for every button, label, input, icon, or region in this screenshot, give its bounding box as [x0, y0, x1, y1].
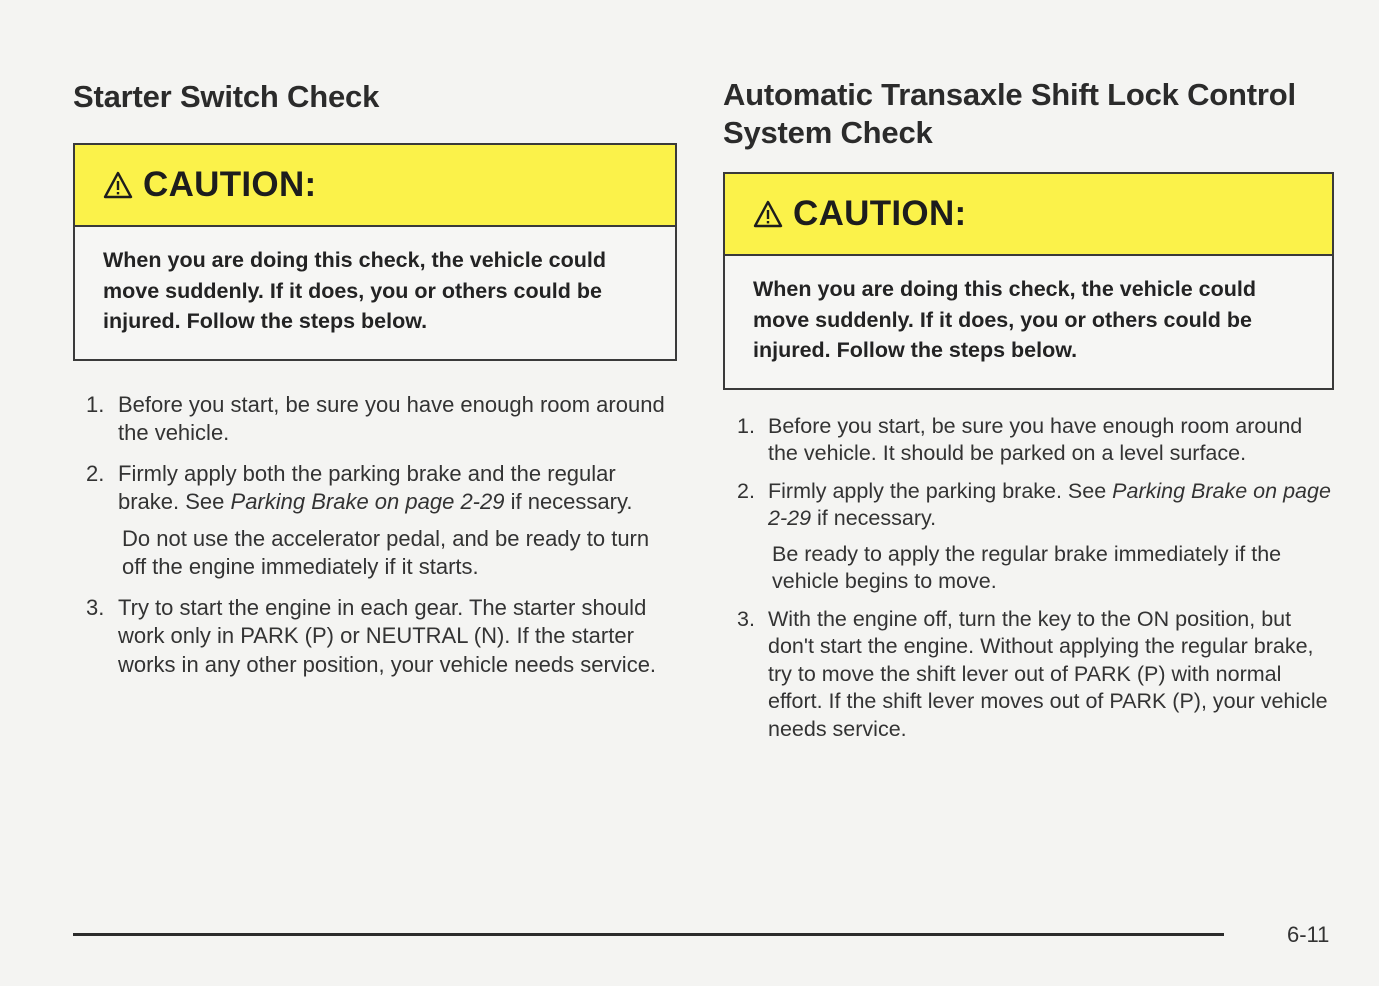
list-item [723, 413, 1334, 468]
list-item [723, 606, 1334, 744]
step-text: Before you start, be sure you have enough room around the vehicle. [118, 391, 665, 445]
step-text: Firmly apply both the parking brake and the regular brake. See [118, 460, 616, 514]
list-item [73, 594, 677, 680]
section-heading: Automatic Transaxle Shift Lock Control System Check [723, 77, 1296, 150]
step-number: 1. [86, 391, 105, 417]
caution-text: When you are doing this check, the vehicle could move suddenly. If it does, you or others could be injured. Follow the steps below. [753, 277, 1256, 362]
step-number: 1. [737, 413, 755, 438]
step-text: Firmly apply the parking brake. See [768, 478, 1113, 503]
starter-switch-section [73, 78, 677, 679]
step-number: 2. [737, 478, 755, 503]
step-sub-paragraph: Do not use the accelerator pedal, and be ready to turn off the engine immediately if it starts. [122, 525, 650, 579]
steps-list [73, 391, 677, 680]
step-number: 3. [86, 594, 105, 620]
caution-header [725, 174, 1332, 256]
caution-label: CAUTION: [793, 194, 967, 233]
step-text: Try to start the engine in each gear. The starter should work only in PARK (P) or NEUTRAL (N). If the starter works in any other position, your vehicle needs service. [118, 594, 657, 677]
steps-list [723, 413, 1334, 744]
caution-text: When you are doing this check, the vehicle could move suddenly. If it does, you or others could be injured. Follow the steps below. [103, 248, 606, 333]
warning-triangle-icon [753, 200, 783, 228]
step-text: Before you start, be sure you have enough room around the vehicle. It should be parked on a level surface. [768, 413, 1303, 465]
step-number: 2. [86, 460, 105, 486]
warning-triangle-icon [103, 171, 133, 199]
step-text: With the engine off, turn the key to the ON position, but don't start the engine. Without applying the regular brake, try to move the shift lever out of PARK (P) with normal effort. If the shift lever moves out of PARK (P), your vehicle needs service. [768, 606, 1328, 741]
caution-box [73, 143, 677, 361]
step-number: 3. [737, 606, 755, 631]
list-item [73, 460, 677, 582]
list-item [73, 391, 677, 448]
step-text-tail: if necessary. [504, 489, 633, 514]
caution-box [723, 172, 1334, 390]
shift-lock-section [723, 76, 1334, 743]
footer-divider [73, 933, 1224, 936]
section-heading: Starter Switch Check [73, 79, 380, 114]
step-sub-paragraph: Be ready to apply the regular brake immediately if the vehicle begins to move. [772, 541, 1282, 593]
list-item [723, 478, 1334, 596]
cross-reference: Parking Brake on page 2-29 [768, 478, 1331, 530]
caution-header [75, 145, 675, 227]
page-number: 6-11 [1287, 922, 1330, 947]
caution-label: CAUTION: [143, 165, 317, 204]
step-text-tail: if necessary. [811, 506, 937, 530]
cross-reference: Parking Brake on page 2-29 [230, 489, 505, 514]
